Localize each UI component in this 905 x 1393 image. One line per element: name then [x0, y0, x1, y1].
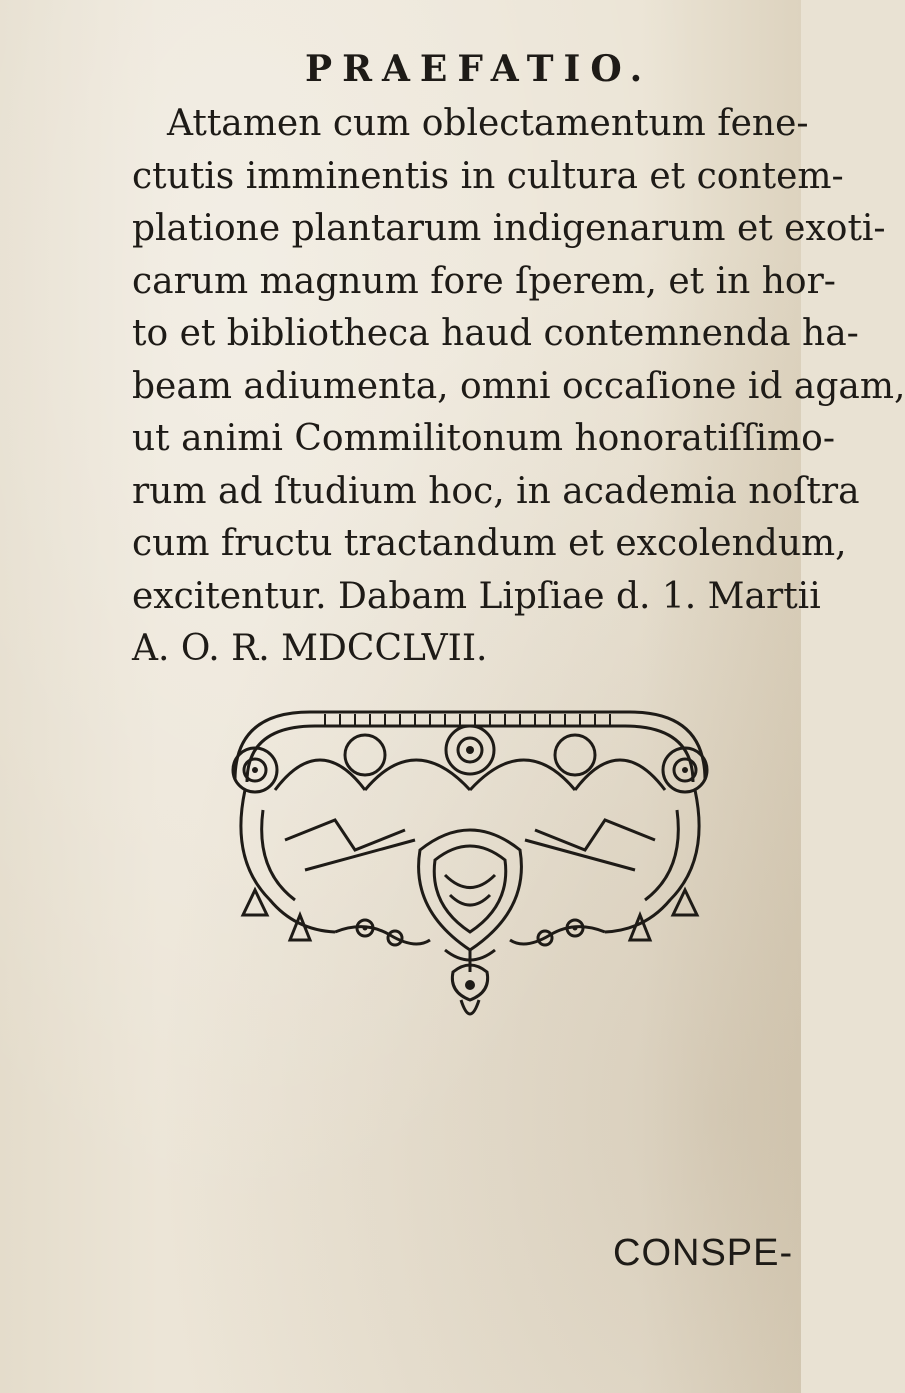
- text-line-10: excitentur. Dabam Lipſiae d. 1. Martii: [132, 575, 821, 617]
- text-line-7: ut animi Commilitonum honoratiſſimo-: [132, 418, 835, 459]
- text-line-5: to et bibliotheca haud contemnenda ha-: [132, 313, 859, 354]
- text-line-6: beam adiumenta, omni occaſione id agam,: [132, 365, 905, 407]
- text-line-3: platione plantarum indigenarum et exoti-: [132, 208, 886, 249]
- text-line-11: A. O. R. MDCCLVII.: [132, 628, 488, 669]
- text-line-1: Attamen cum obleⅽtamentum fene-: [167, 103, 809, 144]
- page-header-title: PRAEFATIO.: [305, 48, 653, 90]
- preface-text: [132, 98, 905, 676]
- text-line-9: cum fruⅽtu traⅽtandum et excolendum,: [132, 523, 847, 564]
- text-line-8: rum ad ſtudium hoc, in academia noſtra: [132, 470, 860, 512]
- catchword: CONSPE-: [613, 1232, 794, 1274]
- text-line-2: ⅽtutis imminentis in cultura et contem-: [132, 155, 844, 197]
- tailpiece-ornament-icon: [215, 700, 725, 1030]
- text-line-4: carum magnum fore ſperem, et in hor-: [132, 260, 836, 302]
